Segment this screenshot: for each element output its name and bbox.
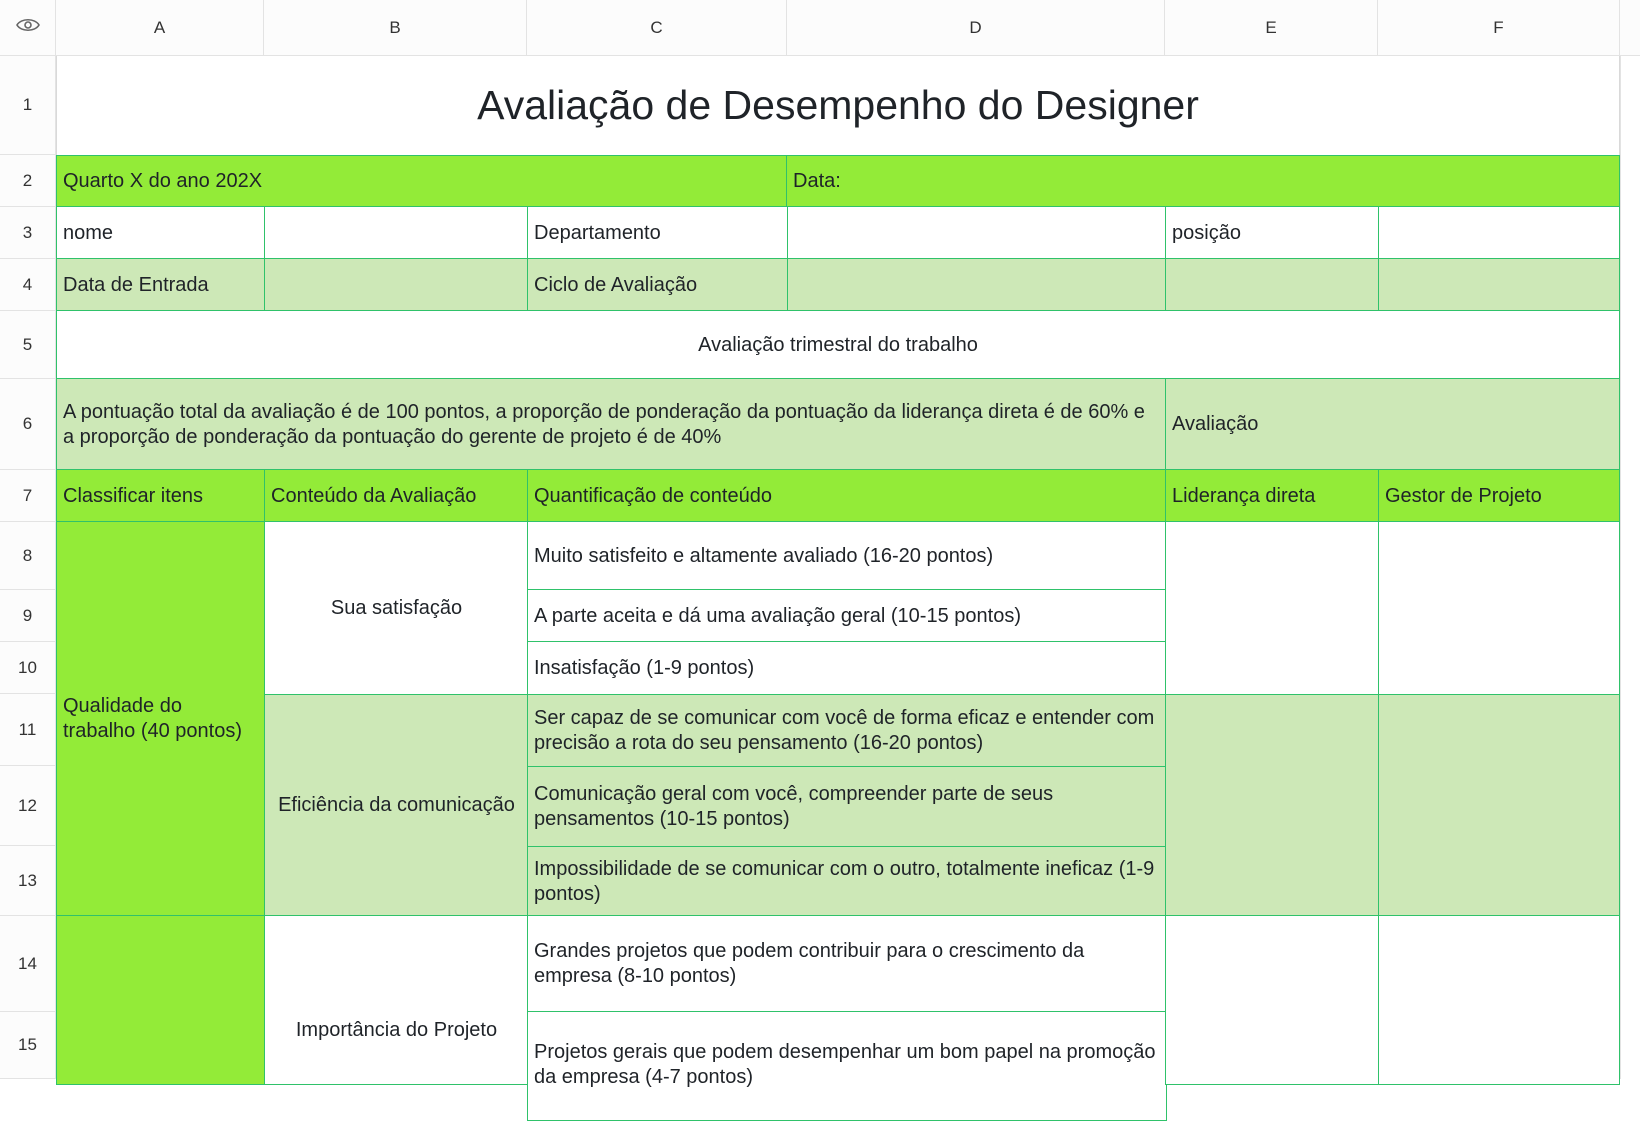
header-direct-leader[interactable]: Liderança direta	[1165, 469, 1380, 523]
column-header-e[interactable]: E	[1165, 0, 1378, 56]
cell-department-label[interactable]: Departamento	[527, 206, 789, 260]
row-header-3[interactable]: 3	[0, 207, 56, 259]
row-header-5[interactable]: 5	[0, 311, 56, 379]
header-category[interactable]: Classificar itens	[56, 469, 266, 523]
cell-criteria-r14[interactable]: Grandes projetos que podem contribuir para o crescimento da empresa (8-10 pontos)	[527, 915, 1167, 1013]
column-header-d[interactable]: D	[787, 0, 1165, 56]
cell-score-pm-satisfaction[interactable]	[1378, 521, 1620, 696]
header-content[interactable]: Conteúdo da Avaliação	[264, 469, 529, 523]
row-header-8[interactable]: 8	[0, 522, 56, 590]
cell-category-quality[interactable]: Qualidade do trabalho (40 pontos)	[56, 521, 266, 917]
cell-criteria-r9[interactable]: A parte aceita e dá uma avaliação geral (10-15 pontos)	[527, 589, 1167, 643]
cell-score-pm-importance[interactable]	[1378, 915, 1620, 1085]
row-header-14[interactable]: 14	[0, 916, 56, 1012]
cell-criteria-r11[interactable]: Ser capaz de se comunicar com você de forma eficaz e entender com precisão a rota do seu pensamento (16-20 pontos)	[527, 694, 1167, 768]
cell-name-label[interactable]: nome	[56, 206, 266, 260]
cell-date-label[interactable]: Data:	[786, 155, 1620, 208]
row-header-1[interactable]: 1	[0, 56, 56, 155]
row-header-2[interactable]: 2	[0, 155, 56, 207]
cell-score-leader-satisfaction[interactable]	[1165, 521, 1380, 696]
cell-row4-f[interactable]	[1378, 258, 1620, 312]
column-header-f[interactable]: F	[1378, 0, 1620, 56]
cell-entry-date-value[interactable]	[264, 258, 529, 312]
row-header-10[interactable]: 10	[0, 642, 56, 694]
row-header-9[interactable]: 9	[0, 590, 56, 642]
cell-item-communication[interactable]: Eficiência da comunicação	[264, 694, 529, 917]
select-all-corner[interactable]	[0, 0, 56, 56]
cell-criteria-r15[interactable]: Projetos gerais que podem desempenhar um bom papel na promoção da empresa (4-7 pontos)	[527, 1011, 1167, 1121]
row-header-12[interactable]: 12	[0, 766, 56, 846]
cell-category-next[interactable]	[56, 915, 266, 1085]
cell-item-importance[interactable]: Importância do Projeto	[264, 915, 529, 1085]
cell-criteria-r8[interactable]: Muito satisfeito e altamente avaliado (16-20 pontos)	[527, 521, 1167, 591]
cell-quarter[interactable]: Quarto X do ano 202X	[56, 155, 788, 208]
cell-score-leader-communication[interactable]	[1165, 694, 1380, 917]
row-header-4[interactable]: 4	[0, 259, 56, 311]
eye-icon[interactable]	[16, 17, 40, 38]
cell-criteria-r10[interactable]: Insatisfação (1-9 pontos)	[527, 641, 1167, 696]
cell-criteria-r13[interactable]: Impossibilidade de se comunicar com o outro, totalmente ineficaz (1-9 pontos)	[527, 846, 1167, 917]
cell-position-label[interactable]: posição	[1165, 206, 1380, 260]
cell-position-value[interactable]	[1378, 206, 1620, 260]
row-header-7[interactable]: 7	[0, 470, 56, 522]
cell-name-value[interactable]	[264, 206, 529, 260]
column-header-empty[interactable]	[1620, 0, 1640, 56]
header-project-manager[interactable]: Gestor de Projeto	[1378, 469, 1620, 523]
cell-section-title[interactable]: Avaliação trimestral do trabalho	[56, 310, 1620, 380]
column-header-c[interactable]: C	[527, 0, 787, 56]
cell-score-pm-communication[interactable]	[1378, 694, 1620, 917]
column-header-b[interactable]: B	[264, 0, 527, 56]
cell-evaluation-label[interactable]: Avaliação	[1165, 378, 1620, 471]
column-header-a[interactable]: A	[56, 0, 264, 56]
row-header-13[interactable]: 13	[0, 846, 56, 916]
cell-cycle-value[interactable]	[787, 258, 1167, 312]
cell-item-satisfaction[interactable]: Sua satisfação	[264, 521, 529, 696]
cell-row4-e[interactable]	[1165, 258, 1380, 312]
row-header-15[interactable]: 15	[0, 1012, 56, 1079]
cell-cycle-label[interactable]: Ciclo de Avaliação	[527, 258, 789, 312]
cell-entry-date-label[interactable]: Data de Entrada	[56, 258, 266, 312]
gridline-right	[1620, 56, 1621, 1079]
cell-criteria-r12[interactable]: Comunicação geral com você, compreender parte de seus pensamentos (10-15 pontos)	[527, 766, 1167, 848]
header-quantification[interactable]: Quantificação de conteúdo	[527, 469, 1167, 523]
sheet-title[interactable]: Avaliação de Desempenho do Designer	[56, 56, 1620, 156]
cell-score-leader-importance[interactable]	[1165, 915, 1380, 1085]
row-header-11[interactable]: 11	[0, 694, 56, 766]
cell-weighting-note[interactable]: A pontuação total da avaliação é de 100 pontos, a proporção de ponderação da pontuação da liderança direta é de 60% e a proporção de ponderação da pontuação do gerente de projeto é de 40%	[56, 378, 1167, 471]
row-header-6[interactable]: 6	[0, 379, 56, 470]
cell-department-value[interactable]	[787, 206, 1167, 260]
